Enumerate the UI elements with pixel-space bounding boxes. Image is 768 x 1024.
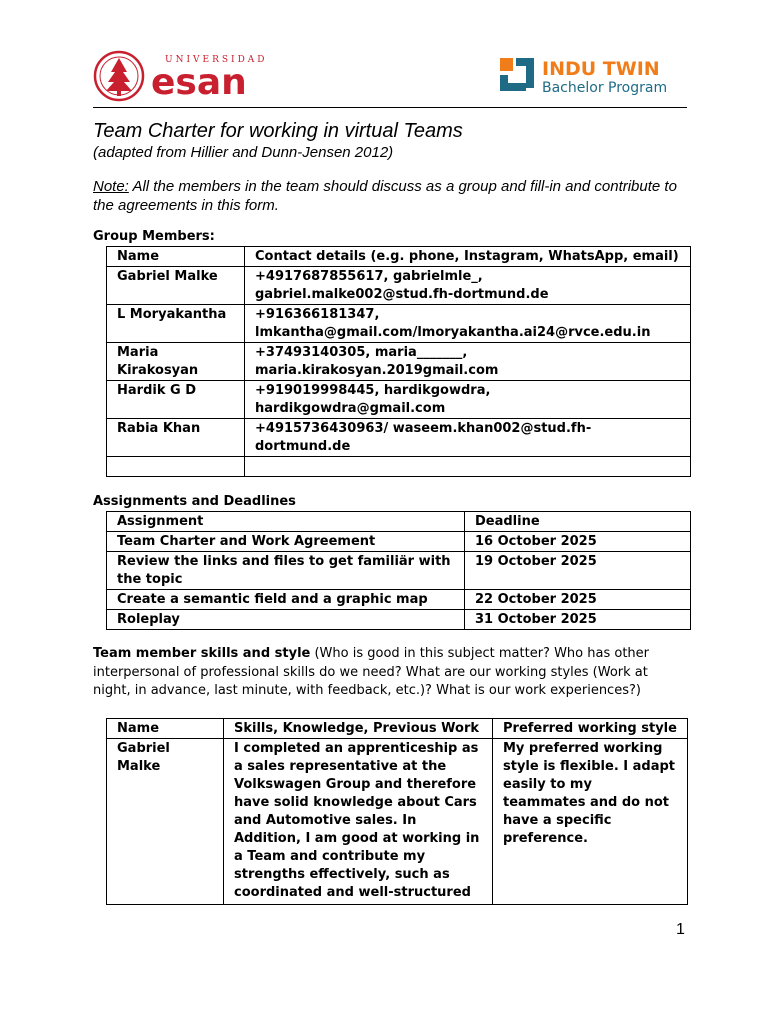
note-paragraph bbox=[93, 177, 693, 215]
assignment-deadline: 16 October 2025 bbox=[465, 532, 691, 552]
members-table bbox=[106, 246, 691, 477]
indu-title-text: INDU TWIN bbox=[542, 58, 660, 80]
member-name: Rabia Khan bbox=[107, 419, 245, 457]
column-header: Name bbox=[107, 719, 224, 739]
table-row bbox=[107, 739, 688, 905]
assignment-name: Team Charter and Work Agreement bbox=[107, 532, 465, 552]
member-contact: +4917687855617, gabrielmle_, gabriel.malke002@stud.fh-dortmund.de bbox=[245, 267, 691, 305]
table-row bbox=[107, 610, 691, 630]
member-name: Gabriel Malke bbox=[107, 267, 245, 305]
member-name: Maria Kirakosyan bbox=[107, 343, 245, 381]
assignment-deadline: 19 October 2025 bbox=[465, 552, 691, 590]
table-row bbox=[107, 381, 691, 419]
member-style: My preferred working style is flexible. I adapt easily to my teammates and do not have a specific preference. bbox=[493, 739, 688, 905]
page-title: Team Charter for working in virtual Teams bbox=[93, 120, 463, 142]
table-row bbox=[107, 457, 691, 477]
member-name: Gabriel Malke bbox=[107, 739, 224, 905]
skills-heading: Team member skills and style bbox=[93, 646, 311, 661]
skills-intro-text: (Who is good in this subject matter? Who has other interpersonal of professional skills do we need? What are our working styles (Work at night, in advance, last minute, with feedback, etc.)? What is our work experiences?) bbox=[93, 646, 649, 698]
member-contact: +4915736430963/ waseem.khan002@stud.fh-dortmund.de bbox=[245, 419, 691, 457]
table-row bbox=[107, 590, 691, 610]
table-row bbox=[107, 343, 691, 381]
member-name: Hardik G D bbox=[107, 381, 245, 419]
table-row bbox=[107, 552, 691, 590]
column-header: Contact details (e.g. phone, Instagram, WhatsApp, email) bbox=[245, 247, 691, 267]
esan-logo bbox=[93, 50, 288, 102]
table-row bbox=[107, 305, 691, 343]
member-skills: I completed an apprenticeship as a sales representative at the Volkswagen Group and therefore have solid knowledge about Cars and Automotive sales. In Addition, I am good at working in a Team and contribute my strengths effectively, such as coordinated and well-structured bbox=[224, 739, 493, 905]
table-header-row bbox=[107, 719, 688, 739]
member-name bbox=[107, 457, 245, 477]
assignment-name: Roleplay bbox=[107, 610, 465, 630]
indu-sub-text: Bachelor Program bbox=[542, 80, 668, 95]
column-header: Assignment bbox=[107, 512, 465, 532]
skills-table bbox=[106, 718, 688, 905]
table-row bbox=[107, 419, 691, 457]
page-subtitle: (adapted from Hillier and Dunn-Jensen 2012) bbox=[93, 144, 394, 161]
esan-big-text: esan bbox=[151, 62, 247, 102]
assignments-table bbox=[106, 511, 691, 630]
table-header-row bbox=[107, 512, 691, 532]
note-label: Note: bbox=[93, 178, 129, 195]
column-header: Name bbox=[107, 247, 245, 267]
table-row bbox=[107, 267, 691, 305]
table-row bbox=[107, 532, 691, 552]
assignment-name: Review the links and files to get familiär with the topic bbox=[107, 552, 465, 590]
esan-small-text: UNIVERSIDAD bbox=[165, 55, 268, 65]
member-contact bbox=[245, 457, 691, 477]
member-contact: +37493140305, maria_______, maria.kirakosyan.2019gmail.com bbox=[245, 343, 691, 381]
skills-intro bbox=[93, 645, 653, 701]
assignments-heading: Assignments and Deadlines bbox=[93, 494, 296, 509]
assignment-name: Create a semantic field and a graphic map bbox=[107, 590, 465, 610]
member-contact: +916366181347, lmkantha@gmail.com/lmoryakantha.ai24@rvce.edu.in bbox=[245, 305, 691, 343]
table-header-row bbox=[107, 247, 691, 267]
assignment-deadline: 22 October 2025 bbox=[465, 590, 691, 610]
header-divider bbox=[93, 107, 687, 108]
page-number: 1 bbox=[676, 921, 685, 938]
member-name: L Moryakantha bbox=[107, 305, 245, 343]
column-header: Deadline bbox=[465, 512, 691, 532]
column-header: Skills, Knowledge, Previous Work bbox=[224, 719, 493, 739]
column-header: Preferred working style bbox=[493, 719, 688, 739]
indu-twin-logo bbox=[498, 55, 688, 95]
assignment-deadline: 31 October 2025 bbox=[465, 610, 691, 630]
note-text: All the members in the team should discuss as a group and fill-in and contribute to the agreements in this form. bbox=[93, 178, 677, 214]
member-contact: +919019998445, hardikgowdra, hardikgowdra@gmail.com bbox=[245, 381, 691, 419]
members-heading: Group Members: bbox=[93, 229, 215, 244]
